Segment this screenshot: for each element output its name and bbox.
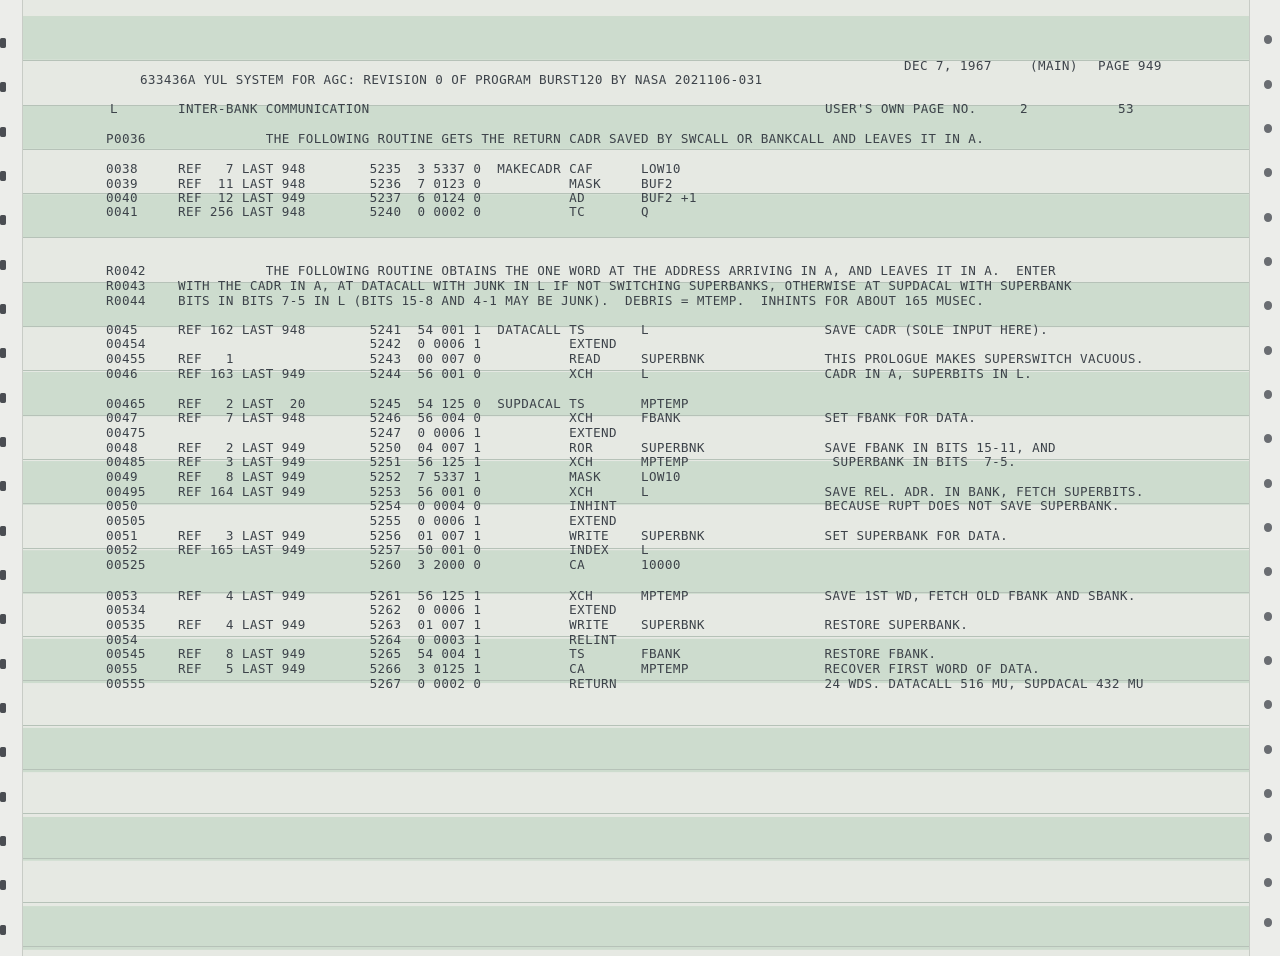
line-text: REF 7 LAST 948 5246 56 004 0 XCH FBANK SET FBANK FOR DATA.: [178, 410, 977, 425]
line-number: 0050: [106, 498, 138, 513]
ruled-line: [22, 769, 1250, 770]
line-text: 5267 0 0002 0 RETURN 24 WDS. DATACALL 516 MU, SUPDACAL 432 MU: [178, 676, 1144, 691]
line-text: REF 162 LAST 948 5241 54 001 1 DATACALL TS L SAVE CADR (SOLE INPUT HERE).: [178, 322, 1049, 337]
tractor-feed-strip-right: [1249, 0, 1280, 956]
line-number: R0042: [106, 263, 146, 278]
feed-hole: [0, 215, 6, 225]
feed-hole: [1264, 213, 1272, 222]
line-number: P0036: [106, 131, 146, 146]
line-number: 0047: [106, 410, 138, 425]
ruled-line: [22, 237, 1250, 238]
line-text: REF 4 LAST 949 5263 01 007 1 WRITE SUPERBNK RESTORE SUPERBANK.: [178, 617, 969, 632]
listing-header: [108, 59, 763, 101]
ruled-line: [22, 149, 1250, 150]
header-date: DEC 7, 1967: [904, 58, 992, 73]
line-text: REF 163 LAST 949 5244 56 001 0 XCH L CADR IN A, SUPERBITS IN L.: [178, 366, 1033, 381]
users-own-page-label: USER'S OWN PAGE NO.: [825, 101, 977, 116]
ruled-line: [22, 946, 1250, 947]
line-number: 00475: [106, 425, 146, 440]
feed-hole: [0, 393, 6, 403]
feed-hole: [1264, 918, 1272, 927]
line-text: REF 256 LAST 948 5240 0 0002 0 TC Q: [178, 204, 649, 219]
line-text: BITS IN BITS 7-5 IN L (BITS 15-8 AND 4-1 MAY BE JUNK). DEBRIS = MTEMP. INHINTS FOR ABOUT 165 MUSEC.: [178, 293, 985, 308]
line-number: 0038: [106, 161, 138, 176]
line-number: 0051: [106, 528, 138, 543]
line-text: WITH THE CADR IN A, AT DATACALL WITH JUNK IN L IF NOT SWITCHING SUPERBANKS, OTHERWISE AT SUPDACAL WITH SUPERBANK: [178, 278, 1072, 293]
line-number: 0046: [106, 366, 138, 381]
feed-hole: [0, 659, 6, 669]
feed-hole: [1264, 612, 1272, 621]
line-number: 0055: [106, 661, 138, 676]
line-text: REF 3 LAST 949 5256 01 007 1 WRITE SUPERBNK SET SUPERBANK FOR DATA.: [178, 528, 1009, 543]
feed-hole: [1264, 833, 1272, 842]
line-number: 0052: [106, 542, 138, 557]
line-text: REF 2 LAST 20 5245 54 125 0 SUPDACAL TS MPTEMP: [178, 396, 689, 411]
feed-hole: [0, 82, 6, 92]
feed-hole: [0, 792, 6, 802]
line-number: 00454: [106, 336, 146, 351]
line-text: REF 11 LAST 948 5236 7 0123 0 MASK BUF2: [178, 176, 673, 191]
feed-hole: [1264, 479, 1272, 488]
line-text: 5254 0 0004 0 INHINT BECAUSE RUPT DOES NOT SAVE SUPERBANK.: [178, 498, 1120, 513]
feed-hole: [0, 127, 6, 137]
feed-hole: [1264, 434, 1272, 443]
line-text: REF 8 LAST 949 5252 7 5337 1 MASK LOW10: [178, 469, 681, 484]
header-section: (MAIN): [1030, 58, 1078, 73]
feed-hole: [0, 925, 6, 935]
feed-hole: [1264, 346, 1272, 355]
line-text: 5264 0 0003 1 RELINT: [178, 632, 618, 647]
line-text: THE FOLLOWING ROUTINE OBTAINS THE ONE WORD AT THE ADDRESS ARRIVING IN A, AND LEAVES IT IN A. ENTER: [178, 263, 1057, 278]
line-text: REF 164 LAST 949 5253 56 001 0 XCH L SAVE REL. ADR. IN BANK, FETCH SUPERBITS.: [178, 484, 1144, 499]
feed-hole: [0, 836, 6, 846]
line-text: REF 1 5243 00 007 0 READ SUPERBNK THIS PROLOGUE MAKES SUPERSWITCH VACUOUS.: [178, 351, 1144, 366]
feed-hole: [0, 437, 6, 447]
line-text: REF 2 LAST 949 5250 04 007 1 ROR SUPERBNK SAVE FBANK IN BITS 15-11, AND: [178, 440, 1057, 455]
feed-hole: [0, 747, 6, 757]
feed-hole: [1264, 124, 1272, 133]
feed-hole: [1264, 656, 1272, 665]
feed-hole: [0, 703, 6, 713]
line-text: 5247 0 0006 1 EXTEND: [178, 425, 618, 440]
feed-hole: [1264, 390, 1272, 399]
log-marker: L: [110, 101, 118, 116]
feed-hole: [1264, 257, 1272, 266]
ruled-line: [22, 813, 1250, 814]
line-number: 0039: [106, 176, 138, 191]
feed-hole: [0, 348, 6, 358]
line-number: 00534: [106, 602, 146, 617]
line-number: 00525: [106, 557, 146, 572]
ruled-line: [22, 725, 1250, 726]
feed-hole: [1264, 745, 1272, 754]
line-number: R0043: [106, 278, 146, 293]
feed-hole: [0, 260, 6, 270]
line-number: 0053: [106, 588, 138, 603]
line-text: 5262 0 0006 1 EXTEND: [178, 602, 618, 617]
line-text: REF 3 LAST 949 5251 56 125 1 XCH MPTEMP SUPERBANK IN BITS 7-5.: [178, 454, 1017, 469]
line-number: 0040: [106, 190, 138, 205]
feed-hole: [0, 880, 6, 890]
feed-hole: [1264, 168, 1272, 177]
users-own-page-number: 2: [1020, 101, 1028, 116]
ruled-line: [22, 902, 1250, 903]
header-page-number: PAGE 949: [1098, 58, 1162, 73]
line-text: REF 165 LAST 949 5257 50 001 0 INDEX L: [178, 542, 649, 557]
feed-hole: [1264, 523, 1272, 532]
ruled-line: [22, 858, 1250, 859]
feed-hole: [1264, 700, 1272, 709]
feed-hole: [1264, 878, 1272, 887]
line-text: 5260 3 2000 0 CA 10000: [178, 557, 681, 572]
line-text: 5242 0 0006 1 EXTEND: [178, 336, 618, 351]
line-number: 00495: [106, 484, 146, 499]
feed-hole: [1264, 789, 1272, 798]
line-number: 0041: [106, 204, 138, 219]
feed-hole: [0, 526, 6, 536]
feed-hole: [0, 304, 6, 314]
line-text: REF 5 LAST 949 5266 3 0125 1 CA MPTEMP RECOVER FIRST WORD OF DATA.: [178, 661, 1041, 676]
line-number: 00465: [106, 396, 146, 411]
line-number: 0049: [106, 469, 138, 484]
tractor-feed-strip-left: [0, 0, 23, 956]
line-text: THE FOLLOWING ROUTINE GETS THE RETURN CADR SAVED BY SWCALL OR BANKCALL AND LEAVES IT IN A.: [178, 131, 985, 146]
line-number: 00535: [106, 617, 146, 632]
line-number: 00485: [106, 454, 146, 469]
line-number: 0054: [106, 632, 138, 647]
line-text: REF 4 LAST 949 5261 56 125 1 XCH MPTEMP SAVE 1ST WD, FETCH OLD FBANK AND SBANK.: [178, 588, 1136, 603]
feed-hole: [0, 38, 6, 48]
line-number: 00505: [106, 513, 146, 528]
line-number: 00545: [106, 646, 146, 661]
feed-hole: [0, 614, 6, 624]
line-number: 0048: [106, 440, 138, 455]
feed-hole: [1264, 567, 1272, 576]
line-text: 5255 0 0006 1 EXTEND: [178, 513, 618, 528]
feed-hole: [0, 481, 6, 491]
line-number: R0044: [106, 293, 146, 308]
feed-hole: [0, 570, 6, 580]
line-number: 0045: [106, 322, 138, 337]
feed-hole: [1264, 301, 1272, 310]
section-title: INTER-BANK COMMUNICATION: [178, 101, 370, 116]
line-text: REF 7 LAST 948 5235 3 5337 0 MAKECADR CAF LOW10: [178, 161, 681, 176]
feed-hole: [0, 171, 6, 181]
feed-hole: [1264, 35, 1272, 44]
line-text: REF 8 LAST 949 5265 54 004 1 TS FBANK RESTORE FBANK.: [178, 646, 937, 661]
feed-hole: [1264, 80, 1272, 89]
line-number: 00455: [106, 351, 146, 366]
page-code: 53: [1118, 101, 1134, 116]
line-text: REF 12 LAST 949 5237 6 0124 0 AD BUF2 +1: [178, 190, 697, 205]
line-number: 00555: [106, 676, 146, 691]
header-title: 633436A YUL SYSTEM FOR AGC: REVISION 0 OF PROGRAM BURST120 BY NASA 2021106-031: [139, 72, 763, 87]
